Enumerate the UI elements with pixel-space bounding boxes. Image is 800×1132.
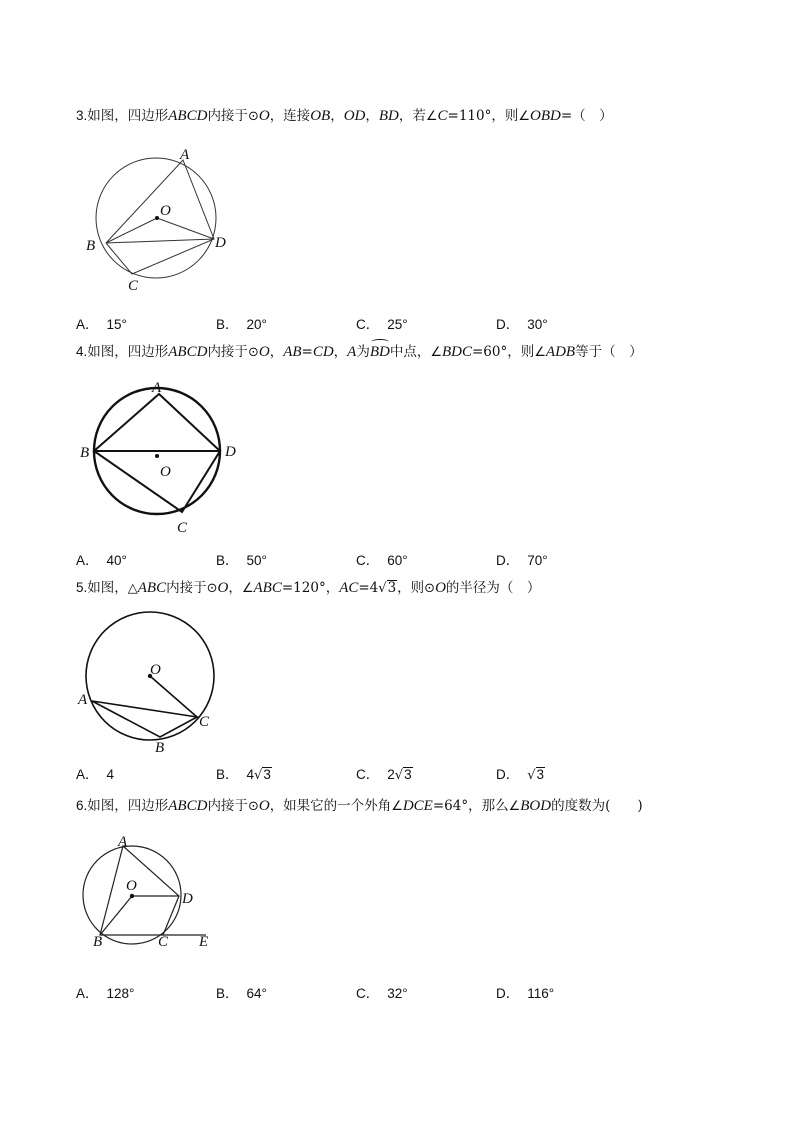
center-point xyxy=(155,454,159,458)
label-c: C xyxy=(177,520,188,536)
sqrt-sign: √ xyxy=(527,768,536,783)
label-d: D xyxy=(225,444,236,460)
sqrt-sign: √ xyxy=(254,768,263,783)
option-b[interactable]: B． 50° xyxy=(216,553,267,568)
option-d[interactable]: D． 70° xyxy=(496,553,548,568)
quadrilateral-abcd xyxy=(100,846,179,935)
option-b[interactable]: B． 64° xyxy=(216,986,267,1001)
segment-ob xyxy=(106,218,157,243)
label-a: A xyxy=(118,834,128,850)
option-c[interactable]: C． 60° xyxy=(356,553,408,568)
option-b[interactable]: B． 4√3 xyxy=(216,767,271,783)
label-e: E xyxy=(199,934,209,950)
option-d[interactable]: D． 116° xyxy=(496,986,555,1001)
question-6-options xyxy=(76,982,696,1002)
label-d: D xyxy=(182,891,193,907)
label-b: B xyxy=(86,238,96,254)
sqrt-sign: √ xyxy=(394,768,404,783)
label-c: C xyxy=(199,714,210,730)
label-a: A xyxy=(180,147,190,163)
label-b: B xyxy=(155,740,165,756)
question-3-figure xyxy=(76,140,236,300)
question-3-options xyxy=(76,313,696,333)
option-b[interactable]: B． 20° xyxy=(216,317,267,332)
label-b: B xyxy=(80,445,90,461)
sqrt-sign: √ xyxy=(378,581,387,596)
option-a[interactable]: A． 15° xyxy=(76,317,127,332)
segment-bd xyxy=(106,239,214,243)
center-point xyxy=(155,216,159,220)
label-o: O xyxy=(126,878,137,894)
question-4-options xyxy=(76,549,696,569)
question-5-options xyxy=(76,763,696,783)
label-o: O xyxy=(160,203,171,219)
question-4-stem: 4.如图，四边形ABCD内接于⊙O，AB=CD，A为BD中点，∠BDC=60°，则∠ADB等于（ ） xyxy=(76,344,643,360)
option-a[interactable]: A． 40° xyxy=(76,553,127,568)
question-3-stem: 3.如图，四边形ABCD内接于⊙O，连接OB，OD，BD，若∠C=110°，则∠OBD=（ ） xyxy=(76,108,613,124)
question-5-stem: 5.如图，△ABC内接于⊙O，∠ABC=120°，AC=4√3，则⊙O的半径为（ ） xyxy=(76,580,541,596)
label-o: O xyxy=(150,662,161,678)
question-5-figure xyxy=(76,604,226,756)
label-a: A xyxy=(152,380,162,396)
label-o: O xyxy=(160,464,171,480)
segment-od xyxy=(157,218,214,239)
option-a[interactable]: A． 4 xyxy=(76,767,115,782)
question-4-figure xyxy=(76,372,246,540)
option-d[interactable]: D． √3 xyxy=(496,767,545,783)
option-a[interactable]: A． 128° xyxy=(76,986,135,1001)
option-d[interactable]: D． 30° xyxy=(496,317,548,332)
label-c: C xyxy=(128,278,139,294)
label-d: D xyxy=(215,235,226,251)
option-c[interactable]: C． 2√3 xyxy=(356,767,412,783)
option-c[interactable]: C． 32° xyxy=(356,986,408,1001)
option-c[interactable]: C． 25° xyxy=(356,317,408,332)
label-c: C xyxy=(158,934,169,950)
label-a: A xyxy=(78,692,88,708)
question-6-stem: 6.如图，四边形ABCD内接于⊙O，如果它的一个外角∠DCE=64°，那么∠BOD的度数为( ) xyxy=(76,798,643,814)
center-point xyxy=(130,894,134,898)
label-b: B xyxy=(93,934,103,950)
question-6-figure xyxy=(76,832,216,956)
